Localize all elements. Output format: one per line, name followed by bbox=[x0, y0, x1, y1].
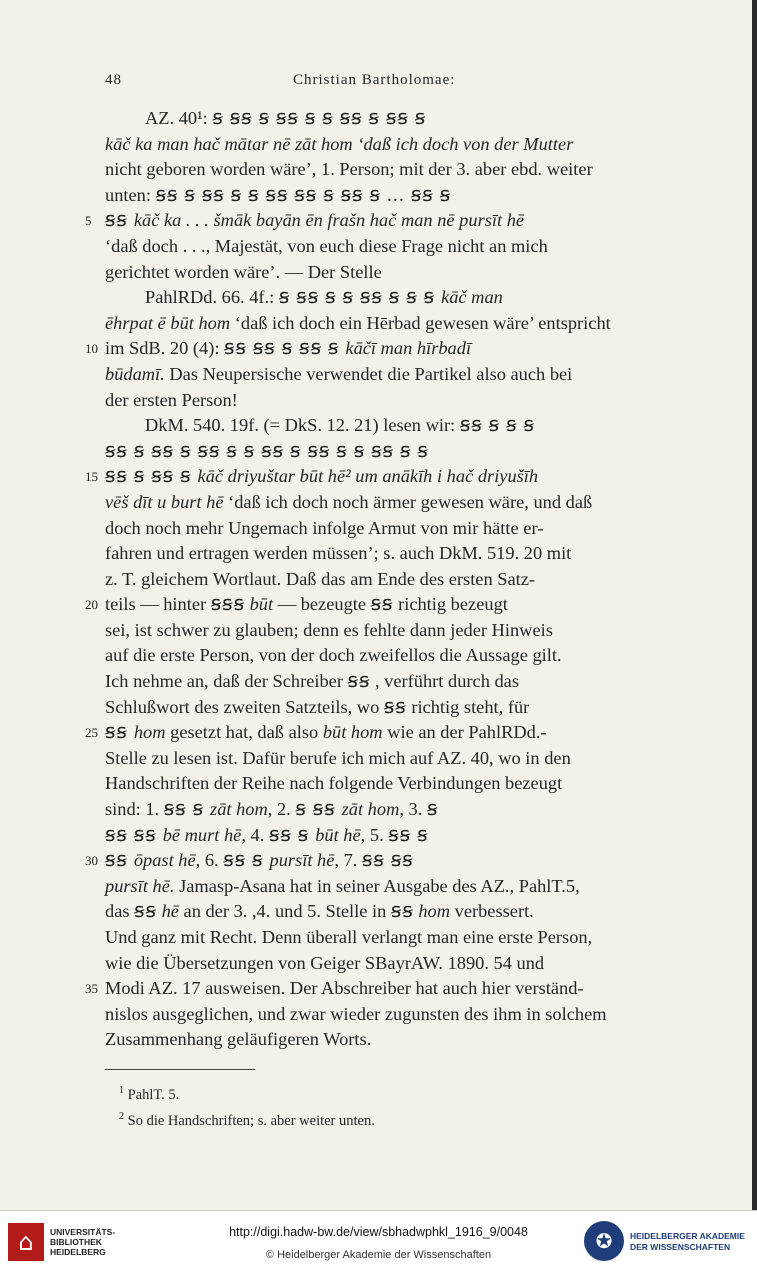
line-number: 25 bbox=[85, 725, 98, 741]
text-segment: pursīt hē bbox=[269, 850, 335, 871]
academy-logo-text: HEIDELBERGER AKADEMIE DER WISSENSCHAFTEN bbox=[630, 1231, 745, 1252]
text-line bbox=[105, 1002, 697, 1028]
text-line bbox=[85, 336, 697, 362]
text-segment: , verführt durch das bbox=[370, 671, 519, 692]
pahlavi-script: ꞩꞩ ꞩ bbox=[163, 798, 211, 821]
text-segment: , 4. bbox=[241, 824, 269, 845]
text-line bbox=[105, 106, 697, 132]
text-line bbox=[105, 746, 697, 772]
academy-logo[interactable] bbox=[584, 1221, 754, 1265]
text-segment: AZ. 40¹: bbox=[145, 108, 213, 128]
page-number: 48 bbox=[105, 72, 122, 88]
pahlavi-script: ꞩ ꞩꞩ bbox=[295, 798, 342, 821]
text-segment: im SdB. 20 (4): bbox=[105, 338, 225, 359]
text-line bbox=[105, 362, 697, 388]
pahlavi-script: ꞩꞩꞩ bbox=[210, 593, 245, 616]
text-segment: ‘daß ich doch ein Hērbad gewesen wäre’ entspricht bbox=[230, 312, 611, 333]
text-segment: kāč man bbox=[441, 287, 503, 308]
text-line bbox=[85, 976, 697, 1002]
page-url[interactable]: http://digi.hadw-bw.de/view/sbhadwphkl_1916_9/0048 bbox=[229, 1225, 528, 1239]
text-segment: ēhrpat ē būt hom bbox=[105, 312, 231, 333]
footnote-mark: 2 bbox=[119, 1110, 124, 1122]
text-segment: Handschriften der Reihe nach folgende Verbindungen bezeugt bbox=[105, 773, 563, 794]
text-line bbox=[105, 413, 697, 439]
copyright-notice: © Heidelberger Akademie der Wissenschaften bbox=[265, 1249, 492, 1261]
text-line bbox=[105, 490, 697, 516]
text-segment: Stelle zu lesen ist. Dafür berufe ich mich auf AZ. 40, wo in den bbox=[105, 747, 571, 768]
line-number: 20 bbox=[85, 597, 98, 613]
text-line bbox=[85, 848, 697, 874]
text-segment: būt hom bbox=[322, 722, 383, 743]
pahlavi-script: ꞩꞩ bbox=[105, 849, 134, 872]
pahlavi-script: ꞩꞩ ꞩ ꞩ ꞩ bbox=[459, 414, 535, 437]
text-line bbox=[85, 208, 697, 234]
pahlavi-script: ꞩꞩ bbox=[105, 209, 134, 232]
text-segment: , 5. bbox=[360, 824, 389, 845]
pahlavi-script: ꞩꞩ ꞩ ꞩꞩ ꞩ bbox=[105, 465, 198, 488]
text-line bbox=[105, 311, 697, 337]
pahlavi-script: ꞩꞩ ꞩꞩ ꞩ ꞩꞩ ꞩ bbox=[224, 337, 346, 360]
text-segment: sei, ist schwer zu glauben; denn es fehlte dann jeder Hinweis bbox=[105, 619, 553, 640]
text-segment: Und ganz mit Recht. Denn überall verlangt man eine erste Person, bbox=[105, 927, 593, 947]
text-line bbox=[105, 567, 697, 593]
pahlavi-script: ꞩꞩ bbox=[134, 900, 157, 923]
library-logo-text: UNIVERSITÄTS-BIBLIOTHEK HEIDELBERG bbox=[50, 1227, 116, 1257]
pahlavi-script: ꞩ ꞩꞩ ꞩ ꞩ ꞩꞩ ꞩ ꞩ ꞩ bbox=[278, 286, 442, 309]
text-segment: būdamī. bbox=[105, 363, 165, 384]
footnote bbox=[105, 1080, 697, 1106]
text-segment: , 6. bbox=[195, 850, 224, 871]
running-title: Christian Bartholomae: bbox=[293, 72, 456, 88]
text-line bbox=[105, 1027, 697, 1053]
text-line bbox=[105, 541, 697, 567]
text-line bbox=[105, 797, 697, 823]
text-segment: bē murt hē bbox=[162, 824, 242, 845]
text-segment: wie an der PahlRDd.- bbox=[382, 722, 547, 743]
footnote-mark: 1 bbox=[119, 1084, 124, 1096]
text-line bbox=[85, 592, 697, 618]
footnotes bbox=[105, 1080, 697, 1132]
text-segment: wie die Übersetzungen von Geiger SBayrAW. 1890. 54 und bbox=[105, 952, 545, 973]
text-line bbox=[105, 516, 697, 542]
text-line bbox=[105, 771, 697, 797]
pahlavi-script: ꞩ ꞩꞩ ꞩ ꞩꞩ ꞩ ꞩ ꞩꞩ ꞩ ꞩꞩ ꞩ bbox=[212, 107, 427, 129]
pahlavi-script: ꞩꞩ bbox=[370, 593, 394, 616]
text-segment: būt bbox=[245, 594, 274, 615]
line-number: 35 bbox=[85, 981, 98, 997]
text-segment: hom bbox=[133, 722, 166, 743]
line-number: 5 bbox=[85, 213, 92, 229]
text-segment: vēš dīt u burt hē bbox=[105, 491, 224, 512]
text-segment: DkM. 540. 19f. (= DkS. 12. 21) lesen wir: bbox=[145, 415, 460, 436]
academy-seal-icon: ✪ bbox=[584, 1221, 624, 1261]
line-number: 15 bbox=[85, 469, 98, 485]
text-segment: hē bbox=[156, 901, 179, 922]
text-segment: Ich nehme an, daß der Schreiber bbox=[105, 671, 348, 692]
text-segment: būt hē bbox=[315, 824, 361, 845]
text-segment: pursīt hē. bbox=[105, 875, 175, 896]
text-line bbox=[105, 157, 697, 183]
footnote-text: PahlT. 5. bbox=[124, 1086, 180, 1103]
text-segment: sind: 1. bbox=[105, 799, 164, 820]
text-segment: — bezeugte bbox=[273, 594, 371, 615]
text-segment: hom bbox=[413, 901, 451, 922]
pahlavi-script: ꞩꞩ ꞩꞩ bbox=[362, 849, 414, 872]
text-segment: gesetzt hat, daß also bbox=[165, 722, 323, 743]
text-line bbox=[105, 285, 697, 311]
text-segment: Jamasp-Asana hat in seiner Ausgabe des AZ., PahlT.5, bbox=[174, 875, 580, 896]
text-line bbox=[85, 720, 697, 746]
text-segment: kāč driyuštar būt hē² um anākīh i hač driyušīh bbox=[197, 466, 539, 487]
text-segment: kāč ka man hač mātar nē zāt hom ‘daß ich doch von der Mutter bbox=[105, 133, 574, 154]
pahlavi-script: ꞩ bbox=[426, 798, 439, 821]
text-line bbox=[105, 439, 697, 465]
text-line bbox=[105, 899, 697, 925]
text-line bbox=[105, 260, 697, 286]
text-segment: PahlRDd. 66. 4f.: bbox=[145, 287, 279, 308]
text-segment: Das Neupersische verwendet die Partikel also auch bei bbox=[164, 363, 573, 384]
pahlavi-script: ꞩꞩ ꞩ ꞩꞩ ꞩ ꞩꞩ ꞩ ꞩ ꞩꞩ ꞩ ꞩꞩ ꞩ ꞩ ꞩꞩ ꞩ ꞩ bbox=[105, 439, 429, 462]
text-segment: richtig bezeugt bbox=[393, 594, 508, 615]
text-line bbox=[105, 925, 697, 951]
line-number: 10 bbox=[85, 341, 98, 357]
pahlavi-script: ꞩꞩ ꞩ bbox=[223, 849, 270, 872]
text-segment: auf die erste Person, von der doch zweifellos die Aussage gilt. bbox=[105, 645, 562, 666]
text-segment: der ersten Person! bbox=[105, 389, 238, 410]
text-line bbox=[105, 388, 697, 414]
library-logo-icon: ⌂ bbox=[8, 1223, 44, 1261]
text-line bbox=[105, 643, 697, 669]
text-segment: ōpast hē bbox=[133, 850, 196, 871]
pahlavi-script: ꞩꞩ ꞩꞩ bbox=[105, 823, 163, 846]
text-line bbox=[105, 183, 697, 209]
page-content bbox=[85, 72, 697, 1132]
pahlavi-script: ꞩꞩ bbox=[347, 670, 371, 693]
text-segment: an der 3. ,4. und 5. Stelle in bbox=[178, 901, 391, 922]
pahlavi-script: ꞩꞩ ꞩ bbox=[268, 823, 316, 846]
text-line bbox=[105, 695, 697, 721]
text-line bbox=[105, 669, 697, 695]
text-segment: , 7. bbox=[334, 850, 362, 871]
text-segment: Modi AZ. 17 ausweisen. Der Abschreiber hat auch hier verständ- bbox=[105, 978, 584, 999]
footnote-rule bbox=[105, 1069, 255, 1070]
text-segment: nislos ausgeglichen, und zwar wieder zugunsten des ihm in solchem bbox=[105, 1003, 607, 1024]
text-segment: ‘daß doch . . ., Majestät, von euch diese Frage nicht an mich bbox=[105, 235, 548, 256]
pahlavi-script: ꞩꞩ bbox=[390, 900, 414, 923]
footnote bbox=[105, 1106, 697, 1132]
text-segment: fahren und ertragen werden müssen’; s. auch DkM. 519. 20 mit bbox=[105, 543, 572, 564]
text-line bbox=[85, 464, 697, 490]
text-segment: , 2. bbox=[267, 799, 296, 820]
text-line bbox=[105, 951, 697, 977]
text-segment: , 3. bbox=[399, 799, 427, 820]
text-segment: z. T. gleichem Wortlaut. Daß das am Ende des ersten Satz- bbox=[105, 568, 536, 589]
text-segment: doch noch mehr Ungemach infolge Armut von mir hätte er- bbox=[105, 517, 544, 538]
pahlavi-script: ꞩꞩ bbox=[105, 721, 134, 744]
text-segment: unten: bbox=[105, 184, 156, 205]
text-segment: verbessert. bbox=[450, 901, 534, 922]
text-segment: Zusammenhang geläufigeren Worts. bbox=[105, 1029, 372, 1050]
text-segment: kāčī man hīrbadī bbox=[345, 338, 472, 359]
text-segment: Schlußwort des zweiten Satzteils, wo bbox=[105, 696, 384, 717]
pahlavi-script: ꞩꞩ ꞩ ꞩꞩ ꞩ ꞩ ꞩꞩ ꞩꞩ ꞩ ꞩꞩ ꞩ ... ꞩꞩ ꞩ bbox=[155, 183, 452, 206]
text-segment: kāč ka . . . šmāk bayān ēn frašn hač man nē pursīt hē bbox=[133, 210, 525, 231]
footnote-text: So die Handschriften; s. aber weiter unten. bbox=[124, 1112, 375, 1129]
line-number: 30 bbox=[85, 853, 98, 869]
running-head bbox=[105, 72, 697, 98]
text-line bbox=[105, 618, 697, 644]
text-line bbox=[105, 234, 697, 260]
pahlavi-script: ꞩꞩ bbox=[383, 695, 407, 718]
text-line bbox=[105, 132, 697, 158]
text-segment: das bbox=[105, 901, 135, 922]
page-edge bbox=[752, 0, 757, 1210]
text-line bbox=[105, 823, 697, 849]
viewer-footer bbox=[0, 1210, 757, 1270]
body-text bbox=[85, 106, 697, 1053]
text-segment: zāt hom bbox=[341, 799, 400, 820]
text-segment: nicht geboren worden wäre’, 1. Person; mit der 3. aber ebd. weiter bbox=[105, 159, 593, 180]
text-segment: richtig steht, für bbox=[406, 696, 530, 717]
text-segment: zāt hom bbox=[210, 799, 268, 820]
pahlavi-script: ꞩꞩ ꞩ bbox=[388, 823, 429, 846]
text-segment: teils — hinter bbox=[105, 594, 211, 615]
text-segment: gerichtet worden wäre’. — Der Stelle bbox=[105, 261, 382, 282]
text-segment: ‘daß ich doch noch ärmer gewesen wäre, und daß bbox=[223, 491, 593, 512]
text-line bbox=[105, 874, 697, 900]
